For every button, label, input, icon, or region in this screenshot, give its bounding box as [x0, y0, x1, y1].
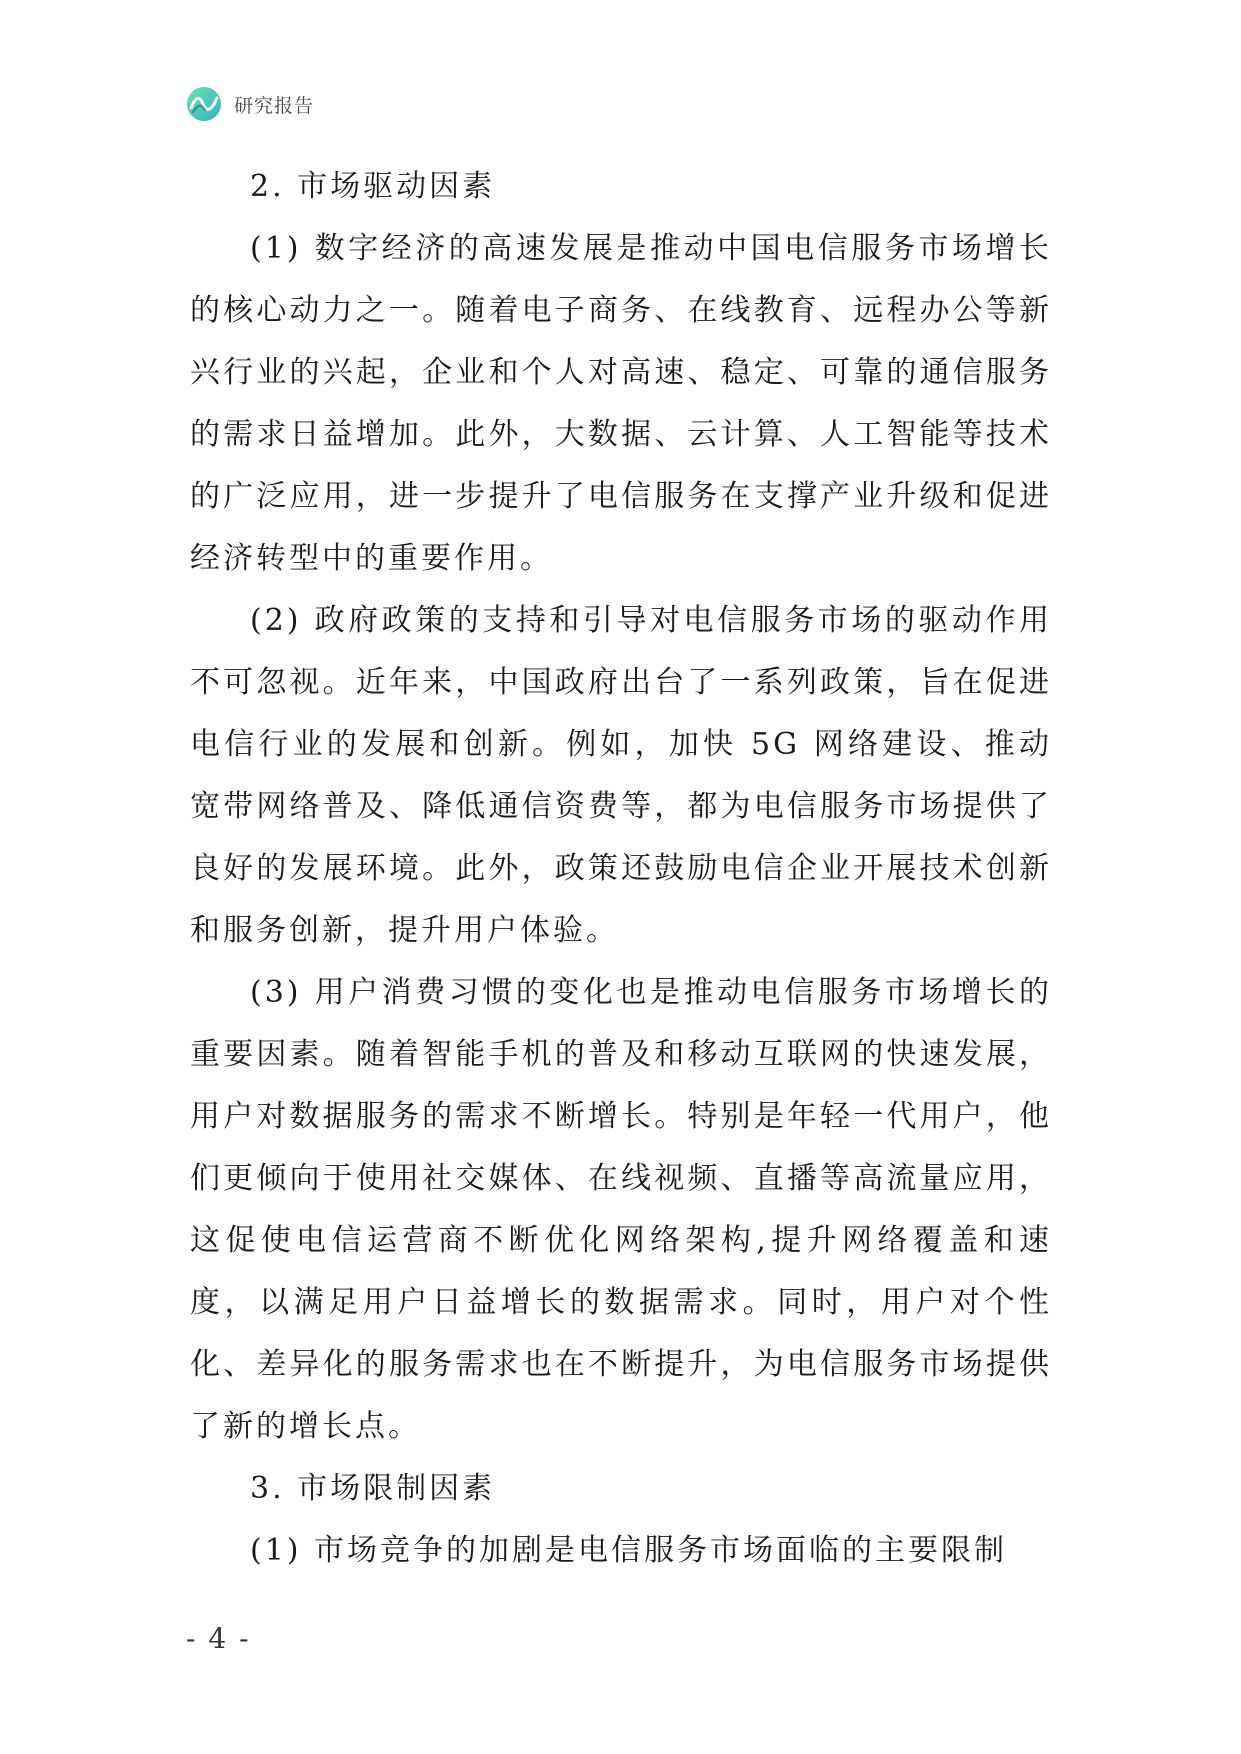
- section-heading-restraints: 3. 市场限制因素: [250, 1471, 496, 1506]
- page-number: - 4 -: [186, 1622, 251, 1655]
- document-body: [190, 156, 1052, 1582]
- paragraph-driver-3: (3) 用户消费习惯的变化也是推动电信服务市场增长的重要因素。随着智能手机的普及和移动互联网的快速发展，用户对数据服务的需求不断增长。特别是年轻一代用户，他们更倾向于使用社交媒体、在线视频、直播等高流量应用，这促使电信运营商不断优化网络架构,提升网络覆盖和速度，以满足用户日益增长的数据需求。同时，用户对个性化、差异化的服务需求也在不断提升，为电信服务市场提供了新的增长点。: [190, 975, 1052, 1444]
- report-logo-icon: [186, 86, 222, 122]
- paragraph-driver-2: (2) 政府政策的支持和引导对电信服务市场的驱动作用不可忽视。近年来，中国政府出台了一系列政策，旨在促进电信行业的发展和创新。例如，加快 5G 网络建设、推动宽带网络普及、降低通信资费等，都为电信服务市场提供了良好的发展环境。此外，政策还鼓励电信企业开展技术创新和服务创新，提升用户体验。: [190, 603, 1052, 948]
- paragraph-driver-1: (1) 数字经济的高速发展是推动中国电信服务市场增长的核心动力之一。随着电子商务、在线教育、远程办公等新兴行业的兴起，企业和个人对高速、稳定、可靠的通信服务的需求日益增加。此外，大数据、云计算、人工智能等技术的广泛应用，进一步提升了电信服务在支撑产业升级和促进经济转型中的重要作用。: [190, 231, 1052, 576]
- header-label: 研究报告: [234, 94, 315, 117]
- paragraph-restraint-1: (1) 市场竞争的加剧是电信服务市场面临的主要限制: [250, 1533, 1008, 1568]
- section-heading-drivers: 2. 市场驱动因素: [250, 169, 496, 204]
- page-header: [186, 86, 314, 122]
